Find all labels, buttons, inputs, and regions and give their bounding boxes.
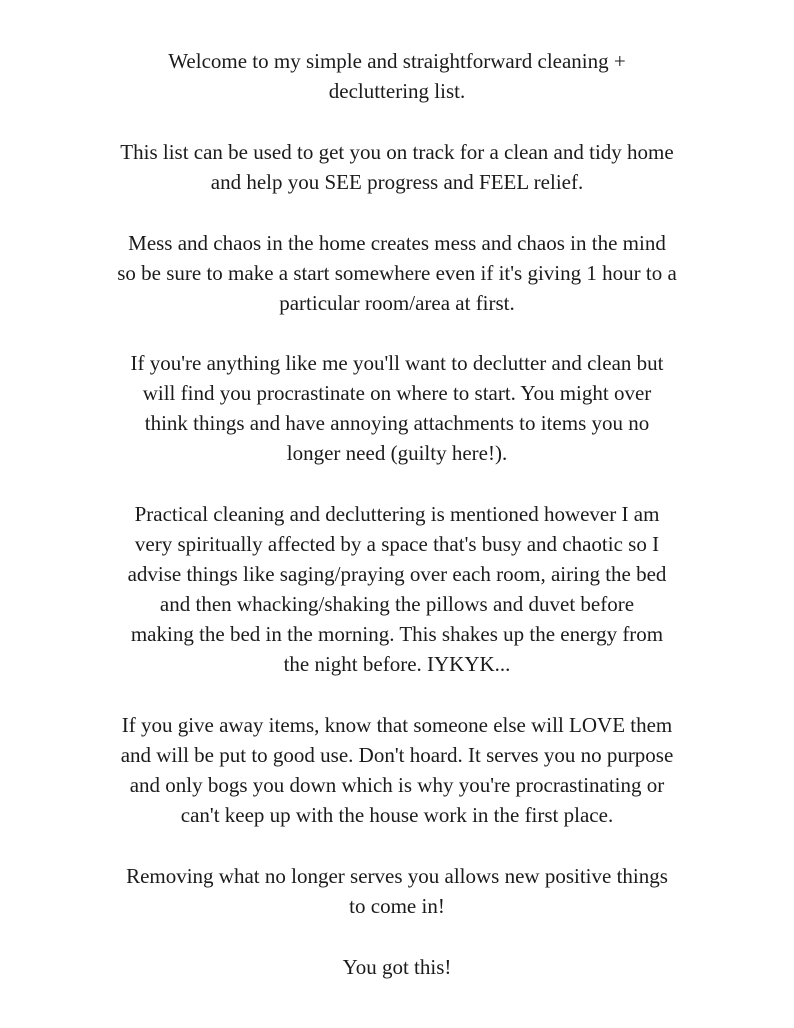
text-line: think things and have annoying attachments to items you no: [144, 411, 650, 435]
text-line: and help you SEE progress and FEEL relief.: [210, 170, 584, 194]
paragraph-give-away: [60, 710, 734, 830]
paragraph-removing: [60, 861, 734, 921]
text-line: Mess and chaos in the home creates mess and chaos in the mind: [128, 231, 666, 255]
text-line: so be sure to make a start somewhere even if it's giving 1 hour to a: [117, 261, 677, 285]
text-line: If you give away items, know that someone else will LOVE them: [121, 713, 673, 737]
text-line: to come in!: [349, 894, 445, 918]
text-line: This list can be used to get you on track for a clean and tidy home: [120, 140, 674, 164]
paragraph-spiritual-cleaning: [60, 499, 734, 679]
text-line: advise things like saging/praying over each room, airing the bed: [127, 562, 667, 586]
paragraph-procrastination: [60, 348, 734, 468]
text-line: Removing what no longer serves you allows new positive things: [126, 864, 668, 888]
text-line: decluttering list.: [328, 79, 466, 103]
paragraph-mess-and-chaos: [60, 228, 734, 318]
text-line: the night before. IYKYK...: [283, 652, 511, 676]
text-line: making the bed in the morning. This shakes up the energy from: [130, 622, 664, 646]
text-line: and then whacking/shaking the pillows and duvet before: [159, 592, 635, 616]
paragraph-closing: [60, 952, 734, 982]
text-line: can't keep up with the house work in the first place.: [180, 803, 614, 827]
text-line: particular room/area at first.: [279, 291, 515, 315]
text-line: If you're anything like me you'll want to declutter and clean but: [130, 351, 664, 375]
text-line: will find you procrastinate on where to start. You might over: [142, 381, 652, 405]
text-line: and only bogs you down which is why you're procrastinating or: [129, 773, 665, 797]
text-line: Practical cleaning and decluttering is mentioned however I am: [134, 502, 660, 526]
text-line: Welcome to my simple and straightforward cleaning +: [168, 49, 626, 73]
paragraph-purpose: [60, 137, 734, 197]
text-line: very spiritually affected by a space that's busy and chaotic so I: [134, 532, 660, 556]
text-line: and will be put to good use. Don't hoard. It serves you no purpose: [120, 743, 674, 767]
text-line: longer need (guilty here!).: [286, 441, 508, 465]
text-line: You got this!: [342, 955, 452, 979]
paragraph-welcome: [60, 46, 734, 106]
